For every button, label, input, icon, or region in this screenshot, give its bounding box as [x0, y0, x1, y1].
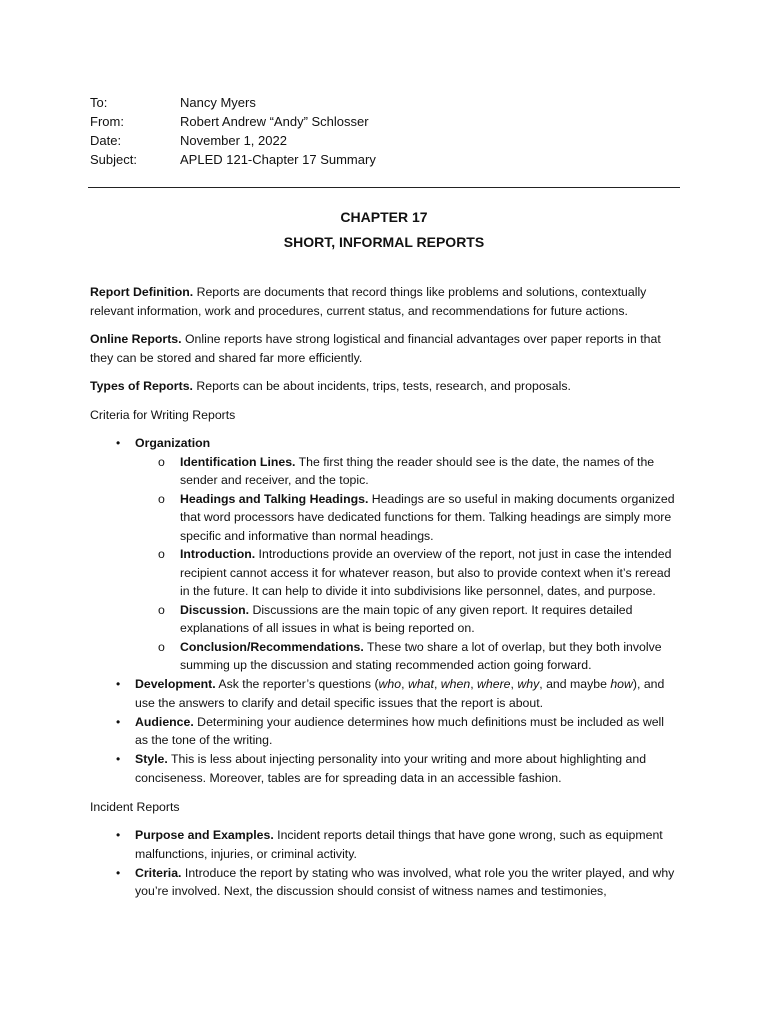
- paragraph-text: Reports are documents that record things like problems and solutions, contextually relevant information, work and procedures, current status, and recommendations for future actions.: [90, 285, 647, 318]
- emphasis-how: how: [610, 677, 633, 691]
- list-item-development: [90, 675, 680, 712]
- bullet-circle-icon: o: [158, 547, 165, 561]
- list-item-text: ,: [433, 677, 441, 691]
- memo-from-row: [90, 112, 680, 131]
- list-item-text: ,: [401, 677, 408, 691]
- list-item-text: The first thing the reader should see is the date, the names of the sender and receiver, and the topic.: [180, 454, 655, 487]
- bullet-dot-icon: •: [116, 752, 121, 766]
- bullet-dot-icon: •: [116, 714, 121, 729]
- memo-to-label: To:: [90, 95, 108, 110]
- list-item-lead: Development.: [135, 677, 216, 691]
- list-item-lead: Identification Lines.: [180, 454, 296, 469]
- emphasis-why: why: [517, 677, 540, 691]
- section-heading-incident-reports: Incident Reports: [90, 799, 180, 814]
- memo-date-value: November 1, 2022: [180, 133, 287, 148]
- list-item-text: Headings are so useful in making documents organized that word processors have dedicated functions for them. Talking headings are simply more specific and informative than normal headings.: [180, 491, 675, 543]
- bullet-circle-icon: o: [158, 639, 165, 654]
- organization-sublist: [135, 453, 680, 675]
- list-item-lead: Audience.: [135, 714, 194, 729]
- list-item-lead: Conclusion/Recommendations.: [180, 639, 364, 654]
- bullet-circle-icon: o: [158, 602, 165, 617]
- emphasis-who: who: [378, 677, 402, 691]
- list-item-text: ,: [470, 677, 478, 691]
- header-divider: [88, 187, 680, 188]
- incident-list: [90, 826, 680, 901]
- sublist-item: [135, 545, 680, 601]
- emphasis-where: where: [477, 677, 511, 691]
- list-item-criteria: [90, 864, 680, 901]
- bullet-dot-icon: •: [116, 828, 121, 842]
- paragraph-types-of-reports: [90, 377, 680, 396]
- memo-from-label: From:: [90, 114, 124, 129]
- bullet-dot-icon: •: [116, 436, 121, 450]
- section-heading-criteria: Criteria for Writing Reports: [90, 407, 236, 422]
- memo-subject-label: Subject:: [90, 152, 137, 167]
- list-item-audience: [90, 713, 680, 750]
- list-item-text: ,: [510, 677, 518, 691]
- list-item-text: ), and use the answers to clarify and detail specific issues that the report is about.: [135, 677, 665, 710]
- list-item-text: Introduce the report by stating who was involved, what role you the writer played, and why you’re involved. Next, the discussion should consist of witness names and testimonies,: [135, 865, 675, 898]
- paragraph-report-definition: [90, 283, 680, 320]
- sublist-item: [135, 638, 680, 675]
- paragraph-lead: Types of Reports.: [90, 379, 193, 393]
- chapter-title: CHAPTER 17: [340, 209, 428, 225]
- list-item-text: Determining your audience determines how much definitions must be included as well as the tone of the writing.: [135, 714, 665, 747]
- paragraph-lead: Online Reports.: [90, 332, 182, 346]
- spacer: [90, 788, 680, 798]
- document-body: [90, 283, 680, 901]
- memo-date-label: Date:: [90, 133, 122, 148]
- sublist-item: [135, 601, 680, 638]
- list-item-text: These two share a lot of overlap, but they both involve summing up the discussion and stating recommended action going forward.: [180, 639, 662, 672]
- memo-to-row: [90, 93, 680, 112]
- list-item-text: , and maybe: [539, 677, 611, 691]
- memo-subject-value: APLED 121-Chapter 17 Summary: [180, 152, 376, 167]
- list-item-organization: [90, 434, 680, 675]
- chapter-subtitle: SHORT, INFORMAL REPORTS: [283, 234, 485, 250]
- paragraph-online-reports: [90, 330, 680, 367]
- emphasis-what: what: [407, 677, 434, 691]
- list-item-lead: Discussion.: [180, 602, 250, 617]
- paragraph-lead: Report Definition.: [90, 285, 194, 299]
- list-item-text: Introductions provide an overview of the report, not just in case the intended recipient cannot access it for whatever reason, but also to provide context when it’s reread in the future. It can help to divide it into subdivisions like personnel, dates, and purpose.: [180, 547, 672, 598]
- memo-date-row: [90, 131, 680, 150]
- list-item-lead: Organization: [135, 436, 211, 450]
- list-item-text: Discussions are the main topic of any given report. It requires detailed explanations of all issues in what is being reported on.: [180, 602, 633, 635]
- list-item-style: [90, 750, 680, 787]
- bullet-dot-icon: •: [116, 865, 121, 880]
- list-item-lead: Introduction.: [180, 547, 256, 561]
- memo-subject-row: [90, 150, 680, 169]
- bullet-circle-icon: o: [158, 454, 165, 469]
- list-item-text: Incident reports detail things that have gone wrong, such as equipment malfunctions, injuries, or criminal activity.: [135, 828, 663, 861]
- sublist-item: [135, 490, 680, 546]
- memo-from-value: Robert Andrew “Andy” Schlosser: [180, 114, 369, 129]
- bullet-circle-icon: o: [158, 491, 165, 506]
- list-item-lead: Purpose and Examples.: [135, 828, 274, 842]
- list-item-text: This is less about injecting personality into your writing and more about highlighting and conciseness. Moreover, tables are for spreading data in an accessible fashion.: [135, 752, 647, 785]
- sublist-item: [135, 453, 680, 490]
- memo-to-value: Nancy Myers: [180, 95, 256, 110]
- paragraph-text: Online reports have strong logistical and financial advantages over paper reports in that they can be stored and shared far more efficiently.: [90, 332, 661, 365]
- list-item-lead: Style.: [135, 752, 168, 766]
- bullet-dot-icon: •: [116, 677, 121, 691]
- memo-header: [90, 93, 680, 169]
- emphasis-when: when: [440, 677, 471, 691]
- list-item-lead: Headings and Talking Headings.: [180, 491, 369, 506]
- list-item-purpose: [90, 826, 680, 863]
- list-item-text: Ask the reporter’s questions (: [215, 677, 379, 691]
- list-item-lead: Criteria.: [135, 865, 182, 880]
- paragraph-text: Reports can be about incidents, trips, tests, research, and proposals.: [192, 379, 571, 393]
- criteria-list: [90, 434, 680, 787]
